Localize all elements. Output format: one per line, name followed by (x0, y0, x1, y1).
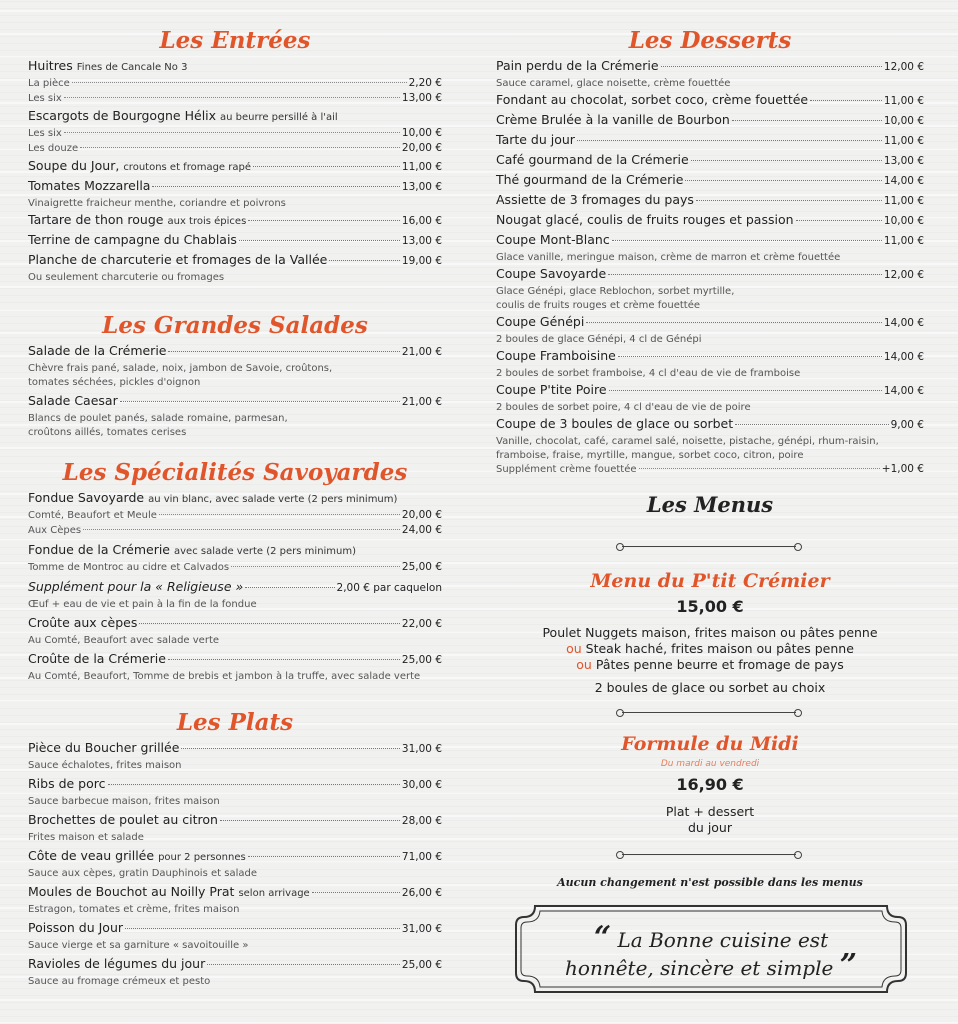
item-line (28, 542, 442, 561)
item-option (28, 561, 442, 576)
menu-item (28, 651, 442, 684)
item-description: Estragon, tomates et crème, frites maison (28, 904, 240, 915)
option-label: Aux Cèpes (28, 525, 82, 536)
dot-leader (207, 964, 400, 965)
option-price: 20,00 € (401, 142, 442, 154)
menu-item (28, 490, 442, 539)
menu-item (28, 776, 442, 809)
item-description: Ou seulement charcuterie ou fromages (28, 272, 225, 283)
dot-leader (181, 748, 400, 749)
option-label: Supplément crème fouettée (496, 464, 637, 475)
item-line (28, 776, 442, 795)
dot-leader (64, 132, 400, 133)
item-description: tomates séchées, pickles d'oignon (28, 377, 201, 388)
item-price: 11,00 € (883, 135, 924, 147)
item-name: Salade Caesar (28, 393, 118, 408)
menu-item (28, 740, 442, 773)
option-label: Les six (28, 93, 62, 104)
item-name: Planche de charcuterie et fromages de la Vallée (28, 252, 328, 267)
menu-item (28, 58, 442, 107)
quote-text (513, 920, 909, 983)
item-price: 71,00 € (401, 851, 442, 863)
item-description: coulis de fruits rouges et crème fouettée (496, 300, 701, 311)
menu-ptit-cremier-line: ou Steak haché, frites maison ou pâtes penne (566, 641, 854, 656)
item-price: 26,00 € (401, 887, 442, 899)
divider (616, 542, 802, 552)
formule-midi-title: Formule du Midi (621, 733, 799, 755)
item-description: Sauce au fromage crémeux et pesto (28, 976, 211, 987)
menu-ptit-cremier-price: 15,00 € (676, 597, 744, 616)
menu-item (28, 615, 442, 648)
menu-item (28, 393, 442, 440)
item-line (28, 108, 442, 127)
item-description: Frites maison et salade (28, 832, 144, 843)
item-price: 11,00 € (401, 161, 442, 173)
dot-leader (245, 587, 334, 588)
item-name: Café gourmand de la Crémerie (496, 152, 689, 167)
item-description: croûtons aillés, tomates cerises (28, 427, 187, 438)
item-price: 21,00 € (401, 346, 442, 358)
item-price: 14,00 € (883, 385, 924, 397)
item-note: Fines de Cancale No 3 (76, 62, 188, 73)
dot-leader (64, 97, 400, 98)
section-title: Les Entrées (159, 27, 311, 54)
item-name: Nougat glacé, coulis de fruits rouges et passion (496, 212, 794, 227)
item-line (28, 252, 442, 271)
item-name: Escargots de Bourgogne Hélix (28, 108, 217, 123)
item-name: Pain perdu de la Crémerie (496, 58, 659, 73)
item-name: Coupe Savoyarde (496, 266, 607, 281)
dot-leader (120, 401, 400, 402)
item-name: Fondant au chocolat, sorbet coco, crème fouettée (496, 92, 809, 107)
item-note: pour 2 personnes (158, 852, 246, 863)
item-price: 31,00 € (401, 923, 442, 935)
item-name: Croûte aux cèpes (28, 615, 138, 630)
option-label: Comté, Beaufort et Meule (28, 510, 157, 521)
menu-item (28, 956, 442, 989)
item-option (28, 127, 442, 142)
dot-leader (312, 892, 400, 893)
menu-item (28, 579, 442, 612)
item-name: Coupe P'tite Poire (496, 382, 607, 397)
item-line (28, 490, 442, 509)
menu-ptit-cremier-line: ou Pâtes penne beurre et fromage de pays (576, 657, 844, 672)
item-name: Tomates Mozzarella (28, 178, 151, 193)
item-name: Fondue de la Crémerie (28, 542, 170, 557)
item-note: au beurre persillé à l'ail (220, 112, 338, 123)
item-description: Blancs de poulet panés, salade romaine, parmesan, (28, 413, 288, 424)
item-name: Brochettes de poulet au citron (28, 812, 218, 827)
item-option (28, 524, 442, 539)
item-name: Poisson du Jour (28, 920, 124, 935)
section-title: Les Desserts (628, 27, 792, 54)
option-price: 24,00 € (401, 524, 442, 536)
option-label: Tomme de Montroc au cidre et Calvados (28, 562, 230, 573)
dot-leader (168, 659, 400, 660)
dot-leader (329, 260, 400, 261)
item-description: 2 boules de sorbet framboise, 4 cl d'eau de vie de framboise (496, 368, 801, 379)
option-label: La pièce (28, 78, 70, 89)
item-price: 10,00 € (883, 215, 924, 227)
item-line (28, 579, 442, 598)
menu-item (28, 848, 442, 881)
menu-item (28, 158, 442, 177)
item-name: Assiette de 3 fromages du pays (496, 192, 694, 207)
menu-item (28, 812, 442, 845)
item-note: croutons et fromage rapé (123, 162, 251, 173)
formule-midi-price: 16,90 € (676, 775, 744, 794)
item-line (28, 178, 442, 197)
item-price: 14,00 € (883, 317, 924, 329)
item-name: Moules de Bouchot au Noilly Prat (28, 884, 235, 899)
dot-leader (248, 220, 400, 221)
close-quote: ” (839, 948, 857, 983)
formule-midi-line: du jour (687, 820, 732, 835)
item-price: 13,00 € (883, 155, 924, 167)
menu-item (28, 108, 442, 157)
dot-leader (139, 623, 400, 624)
item-description: Au Comté, Beaufort avec salade verte (28, 635, 220, 646)
item-line (28, 651, 442, 670)
dot-leader (125, 928, 400, 929)
open-quote: “ (593, 920, 612, 955)
item-line (28, 58, 442, 77)
menu-ptit-cremier-line: 2 boules de glace ou sorbet au choix (594, 680, 826, 695)
item-description: Au Comté, Beaufort, Tomme de brebis et jambon à la truffe, avec salade verte (28, 671, 421, 682)
dot-leader (72, 82, 407, 83)
item-line (28, 812, 442, 831)
item-option (28, 92, 442, 107)
item-description: Sauce vierge et sa garniture « savoitouille » (28, 940, 249, 951)
item-price: 28,00 € (401, 815, 442, 827)
item-description: Sauce aux cèpes, gratin Dauphinois et salade (28, 868, 257, 879)
item-name: Salade de la Crémerie (28, 343, 167, 358)
item-description: Chèvre frais pané, salade, noix, jambon de Savoie, croûtons, (28, 363, 333, 374)
item-description: Sauce échalotes, frites maison (28, 760, 182, 771)
quote-line-2: honnête, sincère et simple (565, 956, 834, 980)
item-name: Côte de veau grillée (28, 848, 155, 863)
item-name: Terrine de campagne du Chablais (28, 232, 237, 247)
item-name: Huitres (28, 58, 73, 73)
menu-item (28, 178, 442, 211)
item-name: Soupe du Jour, (28, 158, 120, 173)
item-price: 11,00 € (883, 195, 924, 207)
item-name: Tarte du jour (496, 132, 575, 147)
divider (616, 708, 802, 718)
item-price: 31,00 € (401, 743, 442, 755)
item-description: Glace vanille, meringue maison, crème de marron et crème fouettée (496, 252, 841, 263)
dot-leader (152, 186, 399, 187)
dot-leader (248, 856, 400, 857)
quote-frame (513, 903, 909, 995)
item-name: Croûte de la Crémerie (28, 651, 166, 666)
item-line (28, 212, 442, 231)
item-note: aux trois épices (167, 216, 247, 227)
item-price: 12,00 € (883, 61, 924, 73)
menu-item (28, 343, 442, 390)
item-name: Coupe Mont-Blanc (496, 232, 610, 247)
dot-leader (80, 147, 400, 148)
option-price: 2,20 € (408, 77, 442, 89)
item-description: framboise, fraise, myrtille, mangue, sorbet coco, citron, poire (496, 450, 804, 461)
item-price: 11,00 € (883, 95, 924, 107)
dot-leader (231, 566, 400, 567)
item-price: 25,00 € (401, 654, 442, 666)
option-label: Les six (28, 128, 62, 139)
option-price: 13,00 € (401, 92, 442, 104)
option-price: 25,00 € (401, 561, 442, 573)
item-line (28, 884, 442, 903)
item-price: 12,00 € (883, 269, 924, 281)
divider (616, 850, 802, 860)
item-price: 21,00 € (401, 396, 442, 408)
item-price: 14,00 € (883, 351, 924, 363)
item-price: 19,00 € (401, 255, 442, 267)
dot-leader (253, 166, 400, 167)
item-option (28, 77, 442, 92)
item-note: au vin blanc, avec salade verte (2 pers minimum) (148, 494, 398, 505)
item-price: 2,00 € par caquelon (336, 582, 442, 594)
item-name: Thé gourmand de la Crémerie (496, 172, 684, 187)
item-line (28, 740, 442, 759)
dot-leader (239, 240, 400, 241)
item-price: 9,00 € (890, 419, 924, 431)
item-description: Glace Génépi, glace Reblochon, sorbet myrtille, (496, 286, 735, 297)
item-description: Sauce barbecue maison, frites maison (28, 796, 220, 807)
dot-leader (159, 514, 400, 515)
item-name: Crème Brulée à la vanille de Bourbon (496, 112, 730, 127)
dot-leader (220, 820, 400, 821)
menu-item (28, 542, 442, 576)
item-price: 30,00 € (401, 779, 442, 791)
item-note: selon arrivage (238, 888, 310, 899)
item-line (28, 158, 442, 177)
item-line (28, 920, 442, 939)
item-price: 22,00 € (401, 618, 442, 630)
item-option (28, 509, 442, 524)
item-line (28, 232, 442, 251)
formule-midi-days: Du mardi au vendredi (660, 759, 760, 769)
item-name: Coupe de 3 boules de glace ou sorbet (496, 416, 734, 431)
item-name: Coupe Génépi (496, 314, 585, 329)
item-line (28, 848, 442, 867)
section-title: Les Grandes Salades (102, 312, 368, 339)
menus-notice: Aucun changement n'est possible dans les menus (557, 876, 863, 889)
option-price: 10,00 € (401, 127, 442, 139)
item-price: 13,00 € (401, 181, 442, 193)
item-description: Vanille, chocolat, café, caramel salé, noisette, pistache, génépi, rhum-raisin, (496, 436, 879, 447)
quote-line-1: La Bonne cuisine est (617, 928, 829, 952)
item-line (28, 393, 442, 412)
menu-ptit-cremier-title: Menu du P'tit Crémier (590, 570, 830, 592)
item-name: Supplément pour la « Religieuse » (28, 579, 244, 594)
menu-ptit-cremier-line: Poulet Nuggets maison, frites maison ou pâtes penne (542, 625, 878, 640)
item-description: Vinaigrette fraicheur menthe, coriandre et poivrons (28, 198, 286, 209)
item-note: avec salade verte (2 pers minimum) (174, 546, 357, 557)
item-name: Fondue Savoyarde (28, 490, 145, 505)
item-price: 14,00 € (883, 175, 924, 187)
menus-section (496, 0, 924, 1024)
menu-item (28, 920, 442, 953)
item-option (28, 142, 442, 157)
item-price: 25,00 € (401, 959, 442, 971)
item-description: 2 boules de sorbet poire, 4 cl d'eau de vie de poire (496, 402, 751, 413)
item-description: 2 boules de glace Génépi, 4 cl de Génépi (496, 334, 702, 345)
section-title: Les Spécialités Savoyardes (62, 459, 408, 486)
dot-leader (83, 529, 400, 530)
dot-leader (168, 351, 399, 352)
section-title: Les Plats (176, 709, 294, 736)
dot-leader (108, 784, 400, 785)
item-name: Ribs de porc (28, 776, 106, 791)
menus-title: Les Menus (646, 492, 774, 517)
item-price: 11,00 € (883, 235, 924, 247)
item-line (28, 343, 442, 362)
item-name: Ravioles de légumes du jour (28, 956, 206, 971)
item-price: 10,00 € (883, 115, 924, 127)
menu-item (28, 252, 442, 285)
item-description: Sauce caramel, glace noisette, crème fouettée (496, 78, 731, 89)
option-price: 20,00 € (401, 509, 442, 521)
item-line (28, 956, 442, 975)
option-label: Les douze (28, 143, 79, 154)
item-price: 13,00 € (401, 235, 442, 247)
item-name: Tartare de thon rouge (28, 212, 164, 227)
option-price: +1,00 € (881, 463, 924, 475)
item-name: Coupe Framboisine (496, 348, 616, 363)
menu-item (28, 212, 442, 231)
menu-item (28, 884, 442, 917)
item-description: Œuf + eau de vie et pain à la fin de la fondue (28, 599, 257, 610)
item-price: 16,00 € (401, 215, 442, 227)
menu-item (28, 232, 442, 251)
formule-midi-line: Plat + dessert (665, 804, 755, 819)
item-line (28, 615, 442, 634)
item-name: Pièce du Boucher grillée (28, 740, 180, 755)
